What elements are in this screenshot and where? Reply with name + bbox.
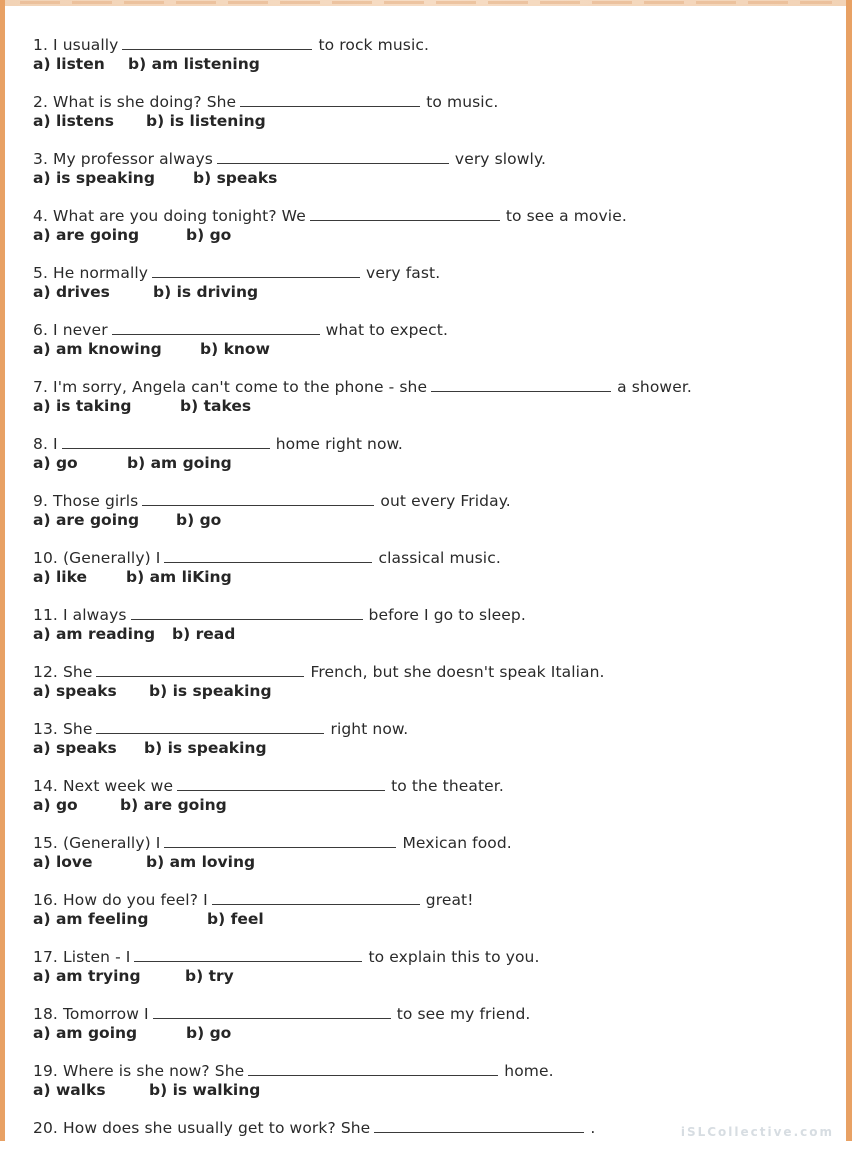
option-b[interactable]: b) am loving	[146, 853, 256, 871]
answer-options	[33, 338, 270, 360]
question-item	[33, 1056, 833, 1108]
answer-options	[33, 224, 232, 246]
question-prefix: Those girls	[53, 492, 139, 510]
option-b[interactable]: b) is speaking	[144, 739, 267, 757]
question-number: 16.	[33, 891, 58, 909]
answer-options	[33, 623, 236, 645]
question-prefix: My professor always	[53, 150, 213, 168]
question-prefix: (Generally) I	[62, 834, 161, 852]
question-prefix: I never	[53, 321, 108, 339]
option-a[interactable]: a) am feeling	[33, 910, 149, 928]
question-suffix: to see a movie.	[505, 207, 627, 225]
question-text	[33, 1117, 595, 1139]
question-item	[33, 1113, 833, 1165]
answer-options	[33, 509, 222, 531]
option-a[interactable]: a) listen	[33, 55, 105, 73]
question-prefix: Where is she now? She	[62, 1062, 245, 1080]
question-item	[33, 486, 833, 538]
question-item	[33, 771, 833, 823]
question-item	[33, 942, 833, 994]
option-b[interactable]: b) go	[176, 511, 222, 529]
question-prefix: What is she doing? She	[53, 93, 237, 111]
answer-blank[interactable]	[122, 35, 312, 50]
question-number: 2.	[33, 93, 48, 111]
question-item	[33, 315, 833, 367]
question-suffix: right now.	[330, 720, 409, 738]
question-prefix: I'm sorry, Angela can't come to the phone - she	[53, 378, 428, 396]
question-number: 11.	[33, 606, 58, 624]
answer-options	[33, 395, 252, 417]
option-a[interactable]: a) love	[33, 853, 93, 871]
question-suffix: very fast.	[366, 264, 441, 282]
answer-options	[33, 53, 260, 75]
option-a[interactable]: a) drives	[33, 283, 110, 301]
answer-options	[33, 794, 227, 816]
question-item	[33, 144, 833, 196]
question-number: 20.	[33, 1119, 58, 1137]
option-b[interactable]: b) try	[185, 967, 234, 985]
answer-blank[interactable]	[310, 206, 500, 221]
question-number: 12.	[33, 663, 58, 681]
question-item	[33, 999, 833, 1051]
answer-blank[interactable]	[164, 548, 372, 563]
option-a[interactable]: a) walks	[33, 1081, 106, 1099]
answer-options	[33, 281, 259, 303]
question-text	[33, 547, 501, 569]
question-prefix: (Generally) I	[62, 549, 161, 567]
answer-blank[interactable]	[431, 377, 611, 392]
question-number: 10.	[33, 549, 58, 567]
option-b[interactable]: b) read	[172, 625, 236, 643]
question-suffix: home right now.	[275, 435, 403, 453]
question-suffix: to explain this to you.	[368, 948, 540, 966]
option-b[interactable]: b) know	[200, 340, 270, 358]
question-item	[33, 201, 833, 253]
question-text	[33, 376, 692, 398]
answer-blank[interactable]	[152, 263, 360, 278]
answer-blank[interactable]	[240, 92, 420, 107]
question-prefix: I usually	[53, 36, 119, 54]
answer-options	[33, 851, 256, 873]
option-a[interactable]: a) speaks	[33, 739, 117, 757]
answer-blank[interactable]	[142, 491, 374, 506]
answer-blank[interactable]	[164, 833, 396, 848]
answer-options	[33, 680, 272, 702]
option-b[interactable]: b) go	[186, 1024, 232, 1042]
option-b[interactable]: b) is listening	[146, 112, 266, 130]
option-a[interactable]: a) go	[33, 796, 78, 814]
question-item	[33, 828, 833, 880]
answer-options	[33, 737, 267, 759]
option-b[interactable]: b) am listening	[128, 55, 260, 73]
answer-blank[interactable]	[153, 1004, 391, 1019]
answer-options	[33, 167, 278, 189]
question-number: 7.	[33, 378, 48, 396]
question-suffix: to rock music.	[318, 36, 430, 54]
option-b[interactable]: b) feel	[207, 910, 264, 928]
question-number: 15.	[33, 834, 58, 852]
question-suffix: to the theater.	[391, 777, 504, 795]
question-item	[33, 258, 833, 310]
question-prefix: What are you doing tonight? We	[53, 207, 306, 225]
question-text	[33, 1060, 554, 1082]
question-item	[33, 714, 833, 766]
question-item	[33, 30, 833, 82]
question-text	[33, 832, 512, 854]
option-a[interactable]: a) am trying	[33, 967, 141, 985]
option-b[interactable]: b) is walking	[149, 1081, 261, 1099]
question-item	[33, 600, 833, 652]
option-a[interactable]: a) am knowing	[33, 340, 162, 358]
question-suffix: French, but she doesn't speak Italian.	[310, 663, 605, 681]
question-item	[33, 87, 833, 139]
question-suffix: what to expect.	[325, 321, 449, 339]
option-b[interactable]: b) are going	[120, 796, 227, 814]
option-a[interactable]: a) is taking	[33, 397, 132, 415]
option-b[interactable]: b) speaks	[193, 169, 278, 187]
question-number: 4.	[33, 207, 48, 225]
question-item	[33, 885, 833, 937]
option-a[interactable]: a) listens	[33, 112, 114, 130]
answer-blank[interactable]	[131, 605, 363, 620]
question-prefix: How do you feel? I	[62, 891, 208, 909]
question-prefix: How does she usually get to work? She	[62, 1119, 371, 1137]
question-suffix: .	[590, 1119, 596, 1137]
question-suffix: to see my friend.	[396, 1005, 531, 1023]
question-item	[33, 372, 833, 424]
answer-options	[33, 908, 264, 930]
option-b[interactable]: b) am liKing	[126, 568, 232, 586]
question-number: 6.	[33, 321, 48, 339]
option-a[interactable]: a) is speaking	[33, 169, 155, 187]
answer-options	[33, 110, 266, 132]
question-prefix: Next week we	[62, 777, 174, 795]
question-prefix: She	[62, 720, 93, 738]
question-suffix: classical music.	[378, 549, 501, 567]
question-prefix: I always	[62, 606, 127, 624]
answer-options	[33, 1022, 232, 1044]
answer-options	[33, 1079, 261, 1101]
question-item	[33, 543, 833, 595]
question-item	[33, 657, 833, 709]
question-number: 18.	[33, 1005, 58, 1023]
question-number: 5.	[33, 264, 48, 282]
question-suffix: a shower.	[617, 378, 692, 396]
option-b[interactable]: b) is driving	[153, 283, 259, 301]
option-a[interactable]: a) like	[33, 568, 87, 586]
option-a[interactable]: a) are going	[33, 226, 140, 244]
question-suffix: to music.	[426, 93, 499, 111]
question-suffix: before I go to sleep.	[368, 606, 526, 624]
answer-blank[interactable]	[248, 1061, 498, 1076]
question-suffix: out every Friday.	[380, 492, 511, 510]
question-number: 17.	[33, 948, 58, 966]
question-number: 8.	[33, 435, 48, 453]
option-a[interactable]: a) am going	[33, 1024, 138, 1042]
question-prefix: She	[62, 663, 93, 681]
question-prefix: Tomorrow I	[62, 1005, 149, 1023]
question-number: 19.	[33, 1062, 58, 1080]
answer-blank[interactable]	[177, 776, 385, 791]
answer-options	[33, 965, 234, 987]
question-prefix: I	[53, 435, 58, 453]
question-number: 14.	[33, 777, 58, 795]
question-suffix: home.	[504, 1062, 554, 1080]
answer-options	[33, 566, 232, 588]
answer-blank[interactable]	[96, 662, 304, 677]
answer-blank[interactable]	[62, 434, 270, 449]
answer-blank[interactable]	[217, 149, 449, 164]
answer-blank[interactable]	[212, 890, 420, 905]
question-suffix: great!	[425, 891, 474, 909]
option-a[interactable]: a) go	[33, 454, 78, 472]
option-b[interactable]: b) is speaking	[149, 682, 272, 700]
question-number: 9.	[33, 492, 48, 510]
question-number: 1.	[33, 36, 48, 54]
option-a[interactable]: a) are going	[33, 511, 140, 529]
answer-blank[interactable]	[134, 947, 362, 962]
question-suffix: very slowly.	[454, 150, 547, 168]
answer-blank[interactable]	[374, 1118, 584, 1133]
question-number: 13.	[33, 720, 58, 738]
question-text	[33, 775, 504, 797]
option-b[interactable]: b) takes	[180, 397, 252, 415]
answer-options	[33, 452, 232, 474]
watermark: iSLCollective.com	[680, 1125, 834, 1139]
option-a[interactable]: a) am reading	[33, 625, 156, 643]
option-a[interactable]: a) speaks	[33, 682, 117, 700]
question-prefix: Listen - I	[62, 948, 131, 966]
answer-blank[interactable]	[96, 719, 324, 734]
question-suffix: Mexican food.	[402, 834, 512, 852]
question-item	[33, 429, 833, 481]
answer-blank[interactable]	[112, 320, 320, 335]
option-b[interactable]: b) am going	[127, 454, 232, 472]
option-b[interactable]: b) go	[186, 226, 232, 244]
question-number: 3.	[33, 150, 48, 168]
question-prefix: He normally	[53, 264, 149, 282]
question-text	[33, 661, 605, 683]
